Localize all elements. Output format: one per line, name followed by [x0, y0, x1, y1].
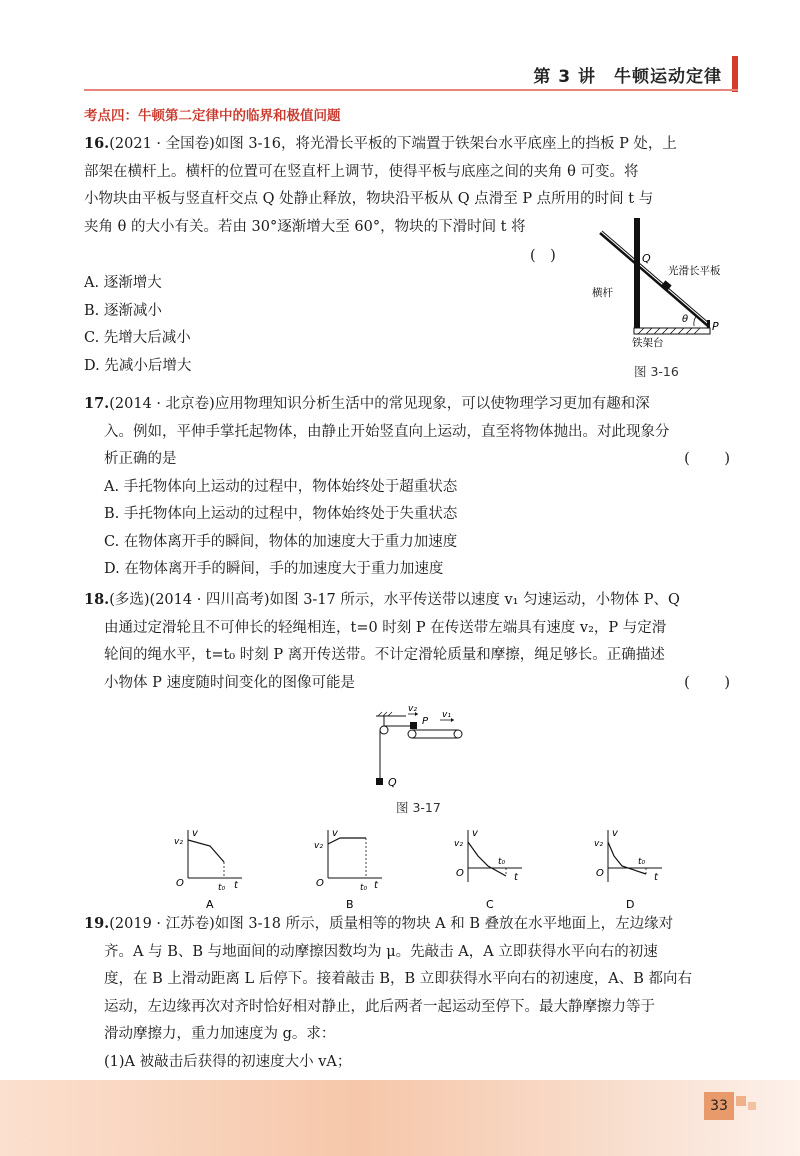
option-a: A. 逐渐增大 — [84, 275, 162, 291]
answer-paren: ( ) — [684, 674, 740, 691]
footer-band — [0, 1080, 800, 1156]
stopper — [707, 320, 710, 328]
svg-text:v: v — [612, 828, 618, 839]
question-18 — [84, 586, 744, 697]
svg-text:t: t — [374, 880, 378, 891]
label-theta: θ — [682, 314, 689, 325]
figure-3-16 — [590, 218, 760, 353]
question-19 — [84, 910, 744, 1076]
inclined-board — [600, 233, 708, 326]
option-c: C. 先增大后减小 — [84, 330, 191, 346]
svg-text:v₂: v₂ — [454, 839, 463, 849]
question-line: 小物体 P 速度随时间变化的图像可能是 ( ) — [84, 670, 744, 698]
pulley — [380, 726, 388, 734]
svg-text:t: t — [514, 872, 518, 883]
answer-paren: ( ) — [530, 248, 556, 264]
option-d: D. 在物体离开手的瞬间，手的加速度大于重力加速度 — [104, 561, 444, 577]
question-line: 18.(多选)(2014 · 四川高考)如图 3-17 所示，水平传送带以速度 v₁ 匀速运动，小物体 P、Q — [84, 591, 680, 608]
graph-d — [594, 828, 662, 911]
svg-text:t: t — [654, 872, 658, 883]
svg-text:t₀: t₀ — [218, 883, 226, 893]
svg-text:O: O — [176, 878, 184, 889]
question-number: 16. — [84, 135, 110, 152]
svg-text:v: v — [332, 828, 338, 839]
header-accent-bar — [732, 56, 738, 92]
question-line: 19.(2019 · 江苏卷)如图 3-18 所示，质量相等的物块 A 和 B 叠放在水平地面上，左边缘对 — [84, 915, 674, 932]
label-p: P — [712, 320, 719, 333]
label-board: 光滑长平板 — [668, 265, 721, 277]
decor-square — [736, 1096, 746, 1106]
sub-question-1: (1)A 被敲击后获得的初速度大小 vA； — [104, 1053, 352, 1070]
label-q: Q — [388, 776, 397, 789]
question-line: 17.(2014 · 北京卷)应用物理知识分析生活中的常见现象，可以使物理学习更加有趣和深 — [84, 395, 650, 412]
question-line: 部架在横杆上。横杆的位置可在竖直杆上调节，使得平板与底座之间的夹角 θ 可变。将 — [84, 163, 639, 180]
question-number: 19. — [84, 915, 110, 932]
svg-text:t: t — [234, 880, 238, 891]
option-label-d: D — [626, 898, 635, 911]
question-line: 小物块由平板与竖直杆交点 Q 处静止释放，物块沿平板从 Q 点滑至 P 点所用的时间 t 与 — [84, 191, 654, 207]
curve-a — [188, 840, 224, 862]
question-16-options — [84, 270, 484, 380]
svg-text:O: O — [316, 878, 324, 889]
option-label-b: B — [346, 898, 354, 911]
svg-text:O: O — [456, 868, 464, 879]
question-line: 齐。A 与 B、B 与地面间的动摩擦因数均为 μ。先敲击 A，A 立即获得水平向右的初速 — [104, 943, 658, 960]
figure-3-17 — [370, 700, 470, 792]
question-line: 滑动摩擦力，重力加速度为 g。求： — [104, 1026, 336, 1042]
question-line: 夹角 θ 的大小有关。若由 30°逐渐增大至 60°，物块的下滑时间 t 将 — [84, 218, 526, 235]
label-rod: 横杆 — [592, 287, 613, 299]
option-label-a: A — [206, 898, 214, 911]
svg-text:t₀: t₀ — [360, 883, 368, 893]
label-v1: v₁ — [442, 710, 451, 720]
label-stand: 铁架台 — [632, 337, 664, 349]
graph-a — [174, 828, 242, 911]
question-line: 运动，左边缘再次对齐时恰好相对静止，此后两者一起运动至停下。最大静摩擦力等于 — [104, 998, 655, 1015]
label-v2: v₂ — [408, 704, 417, 714]
question-line: 入。例如，平伸手掌托起物体，由静止开始竖直向上运动，直至将物体抛出。对此现象分 — [104, 423, 670, 440]
option-label-c: C — [486, 898, 494, 911]
label-q: Q — [642, 252, 651, 265]
section-title: 考点四：牛顿第二定律中的临界和极值问题 — [84, 108, 341, 124]
option-b: B. 手托物体向上运动的过程中，物体始终处于失重状态 — [104, 506, 458, 522]
block-p — [410, 722, 417, 729]
svg-text:v₂: v₂ — [174, 837, 183, 847]
option-c: C. 在物体离开手的瞬间，物体的加速度大于重力加速度 — [104, 533, 458, 550]
question-line: 轮间的绳水平，t=t₀ 时刻 P 离开传送带。不计定滑轮质量和摩擦，绳足够长。正确描述 — [104, 647, 665, 663]
chapter-header: 第 3 讲 牛顿运动定律 — [533, 67, 722, 87]
label-p: P — [422, 716, 429, 727]
vertical-rod — [634, 218, 640, 328]
svg-text:v: v — [192, 828, 198, 839]
header-rule — [84, 89, 738, 91]
svg-text:v: v — [472, 828, 478, 839]
question-number: 17. — [84, 395, 110, 412]
question-line: 由通过定滑轮且不可伸长的轻绳相连，t=0 时刻 P 在传送带左端具有速度 v₂，P 与定滑 — [104, 619, 667, 636]
figure-caption: 图 3-17 — [396, 800, 441, 815]
vt-graph-options — [170, 820, 670, 912]
figure-caption: 图 3-16 — [634, 364, 679, 379]
graph-c — [454, 828, 522, 911]
question-line: 16.(2021 · 全国卷)如图 3-16，将光滑长平板的下端置于铁架台水平底座上的挡板 P 处，上 — [84, 135, 677, 152]
question-line: 析正确的是 ( ) — [84, 446, 744, 474]
decor-square — [748, 1102, 756, 1110]
svg-text:t₀: t₀ — [638, 857, 646, 867]
svg-text:t₀: t₀ — [498, 857, 506, 867]
option-d: D. 先减小后增大 — [84, 357, 192, 374]
question-number: 18. — [84, 591, 110, 608]
option-b: B. 逐渐减小 — [84, 302, 162, 319]
page-number: 33 — [704, 1092, 734, 1120]
block-q — [376, 778, 383, 785]
svg-text:O: O — [596, 868, 604, 879]
option-a: A. 手托物体向上运动的过程中，物体始终处于超重状态 — [104, 478, 458, 495]
answer-paren: ( ) — [684, 451, 740, 467]
svg-text:v₂: v₂ — [314, 841, 323, 851]
svg-text:v₂: v₂ — [594, 839, 603, 849]
question-line: 度，在 B 上滑动距离 L 后停下。接着敲击 B，B 立即获得水平向右的初速度，A、B 都向右 — [104, 971, 692, 987]
question-17 — [84, 390, 744, 584]
graph-b — [314, 828, 382, 911]
